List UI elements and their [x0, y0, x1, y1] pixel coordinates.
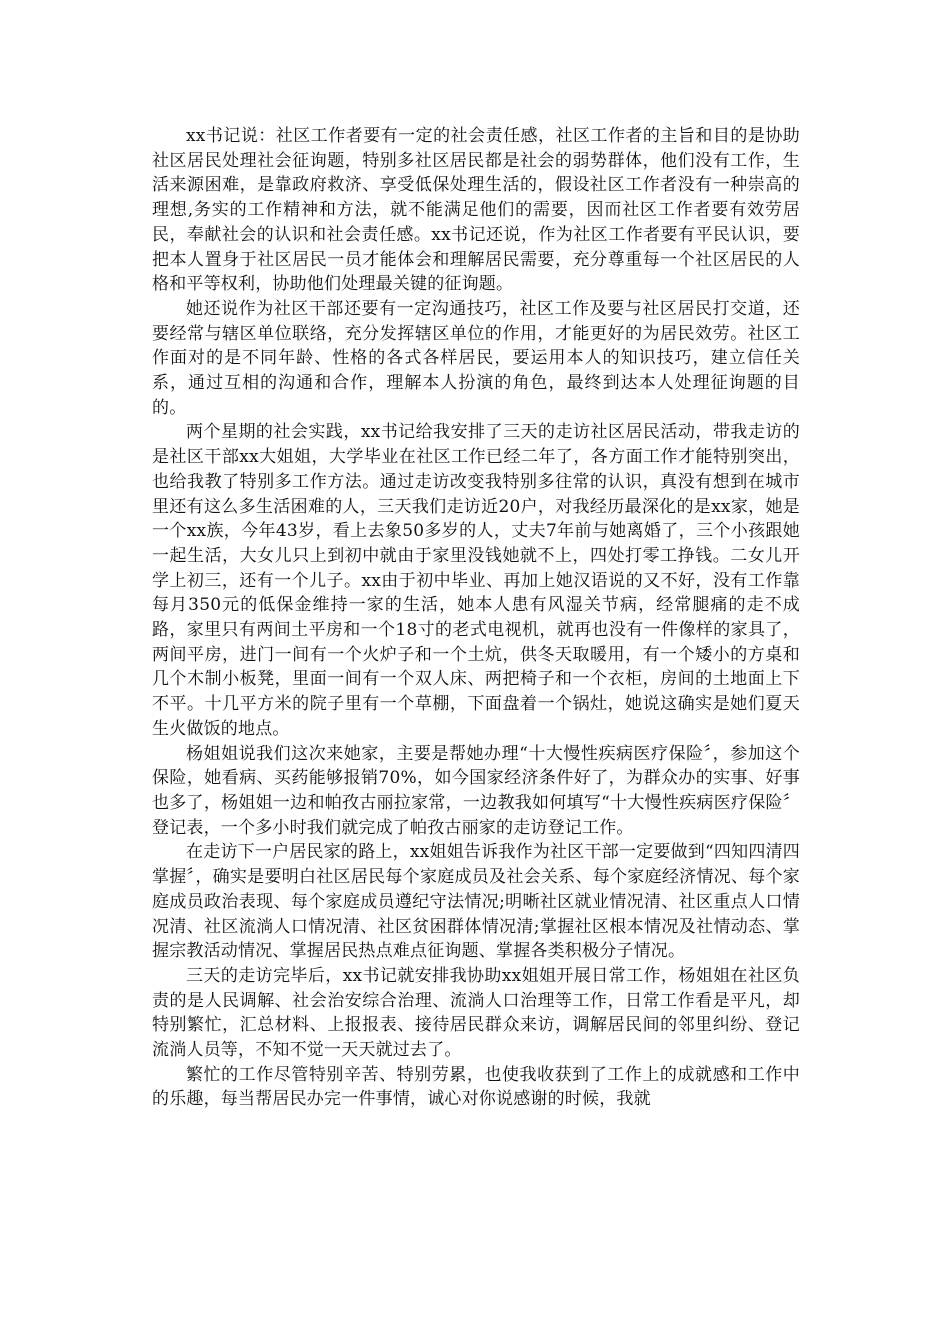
paragraph-6: 三天的走访完毕后，xx书记就安排我协助xx姐姐开展日常工作，杨姐姐在社区负责的是人民调解、社会治安综合治理、流淌人口治理等工作，日常工作看是平凡，却特别繁忙，汇总材料、上报报表、接待居民群众来访，调解居民间的邻里纠纷、登记流淌人员等，不知不觉一天天就过去了。 [152, 965, 800, 1061]
paragraph-5: 在走访下一户居民家的路上，xx姐姐告诉我作为社区干部一定要做到“四知四清四掌握〞，确实是要明白社区居民每个家庭成员及社会关系、每个家庭经济情况、每个家庭成员政治表现、每个家庭成员遵纪守法情况;明晰社区就业情况清、社区重点人口情况清、社区流淌人口情况清、社区贫困群体情况清;掌握社区根本情况及社情动态、掌握宗教活动情况、掌握居民热点难点征询题、掌握各类积极分子情况。 [152, 842, 800, 962]
paragraph-1: xx书记说：社区工作者要有一定的社会责任感，社区工作者的主旨和目的是协助社区居民处理社会征询题，特别多社区居民都是社会的弱势群体，他们没有工作，生活来源困难，是靠政府救济、享受低保处理生活的，假设社区工作者没有一种崇高的理想,务实的工作精神和方法，就不能满足他们的需要，因而社区工作者要有效劳居民，奉献社会的认识和社会责任感。xx书记还说，作为社区工作者要有平民认识，要把本人置身于社区居民一员才能体会和理解居民需要，充分尊重每一个社区居民的人格和平等权利，协助他们处理最关键的征询题。 [152, 126, 800, 295]
paragraph-2: 她还说作为社区干部还要有一定沟通技巧，社区工作及要与社区居民打交道，还要经常与辖区单位联络，充分发挥辖区单位的作用，才能更好的为居民效劳。社区工作面对的是不同年龄、性格的各式各样居民，要运用本人的知识技巧，建立信任关系，通过互相的沟通和合作，理解本人扮演的角色，最终到达本人处理征询题的目的。 [152, 298, 800, 418]
paragraph-7: 繁忙的工作尽管特别辛苦、特别劳累，也使我收获到了工作上的成就感和工作中的乐趣，每当帮居民办完一件事情，诚心对你说感谢的时候，我就 [152, 1064, 800, 1110]
paragraph-4: 杨姐姐说我们这次来她家，主要是帮她办理“十大慢性疾病医疗保险〞，参加这个保险，她看病、买药能够报销70%，如今国家经济条件好了，为群众办的实事、好事也多了，杨姐姐一边和帕孜古丽拉家常，一边教我如何填写“十大慢性疾病医疗保险〞登记表，一个多小时我们就完成了帕孜古丽家的走访登记工作。 [152, 743, 800, 838]
paragraph-3: 两个星期的社会实践，xx书记给我安排了三天的走访社区居民活动，带我走访的是社区干部xx大姐姐，大学毕业在社区工作已经二年了，各方面工作才能特别突出，也给我教了特别多工作方法。通过走访改变我特别多往常的认识，真没有想到在城市里还有这么多生活困难的人，三天我们走访近20户，对我经历最深化的是xx家，她是一个xx族，今年43岁，看上去象50多岁的人，丈夫7年前与她离婚了，三个小孩跟她一起生活，大女儿只上到初中就由于家里没钱她就不上，四处打零工挣钱。二女儿开学上初三，还有一个儿子。xx由于初中毕业、再加上她汉语说的又不好，没有工作靠每月350元的低保金维持一家的生活，她本人患有风湿关节病，经常腿痛的走不成路，家里只有两间土平房和一个18寸的老式电视机，就再也没有一件像样的家具了，两间平房，进门一间有一个火炉子和一个土炕，供冬天取暖用，有一个矮小的方桌和几个木制小板凳，里面一间有一个双人床、两把椅子和一个衣柜，房间的土地面上下不平。十几平方米的院子里有一个草棚，下面盘着一个锅灶，她说这确实是她们夏天生火做饭的地点。 [152, 422, 800, 739]
document-body [152, 124, 800, 1112]
